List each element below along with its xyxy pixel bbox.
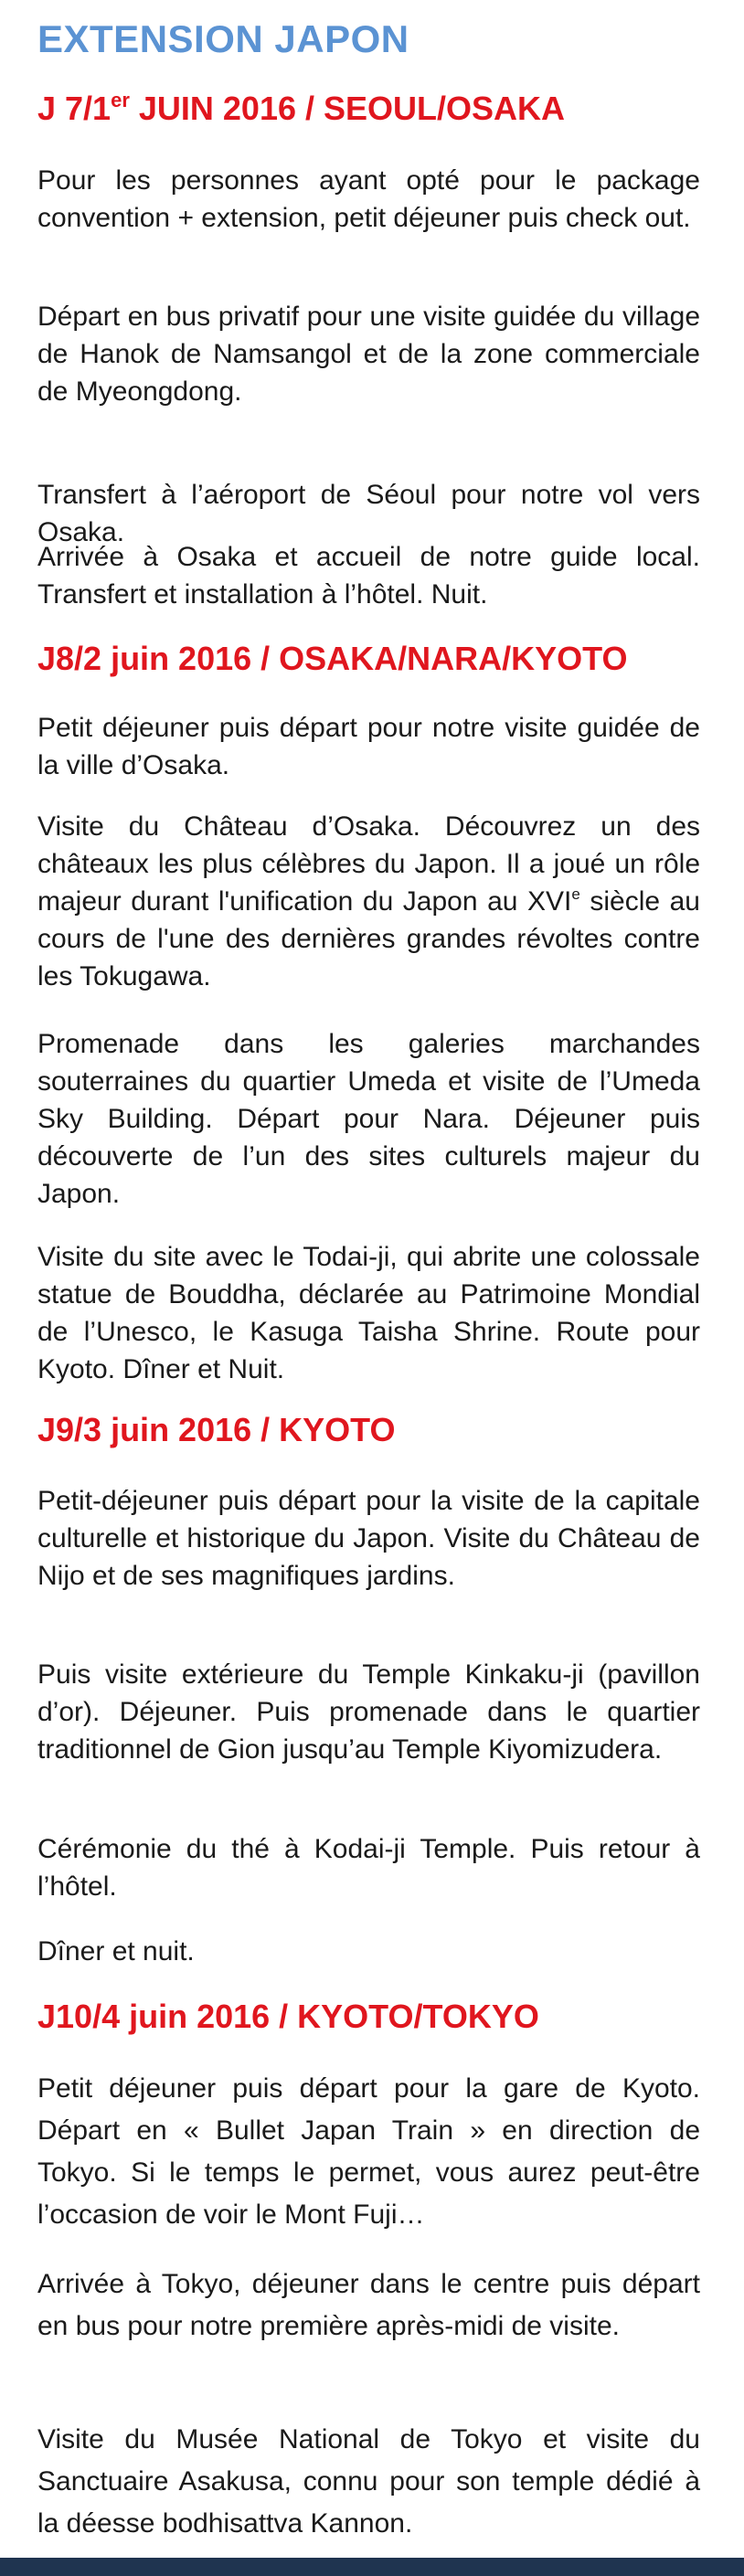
- paragraph-j7-1: Pour les personnes ayant opté pour le package convention + extension, petit déjeuner puis check out.: [37, 165, 700, 233]
- paragraph-j8-2-after: siècle au cours de l'une des dernières grandes révoltes contre les Tokugawa.: [37, 886, 700, 991]
- paragraph-j7-3: Transfert à l’aéroport de Séoul pour notre vol vers Osaka.: [37, 480, 700, 547]
- footer-bar: [0, 2558, 744, 2576]
- day-heading-j7-prefix: J 7/1: [37, 90, 112, 127]
- paragraph-j8-3: Promenade dans les galeries marchandes souterraines du quartier Umeda et visite de l’Umeda Sky Building. Départ pour Nara. Déjeuner puis découverte de l’un des sites culturels majeur du Japon.: [37, 1029, 700, 1209]
- paragraph-j8-1: Petit déjeuner puis départ pour notre visite guidée de la ville d’Osaka.: [37, 713, 700, 780]
- paragraph-j8-2: [37, 808, 700, 995]
- day-heading-j10: J10/4 juin 2016 / KYOTO/TOKYO: [37, 1998, 539, 2035]
- paragraph-j9-2: Puis visite extérieure du Temple Kinkaku-ji (pavillon d’or). Déjeuner. Puis promenade dans le quartier traditionnel de Gion jusqu’au Temple Kiyomizudera.: [37, 1659, 700, 1765]
- day-heading-j9: J9/3 juin 2016 / KYOTO: [37, 1411, 396, 1448]
- paragraph-j7-4: Arrivée à Osaka et accueil de notre guide local. Transfert et installation à l’hôtel. Nuit.: [37, 542, 700, 610]
- paragraph-j9-4: Dîner et nuit.: [37, 1936, 195, 1966]
- paragraph-j9-1: Petit-déjeuner puis départ pour la visite de la capitale culturelle et historique du Japon. Visite du Château de Nijo et de ses magnifiques jardins.: [37, 1486, 700, 1591]
- document-title: EXTENSION JAPON: [37, 17, 409, 60]
- paragraph-j8-2-sup: e: [571, 885, 580, 903]
- paragraph-j7-2: Départ en bus privatif pour une visite guidée du village de Hanok de Namsangol et de la zone commerciale de Myeongdong.: [37, 302, 700, 407]
- paragraph-j8-2-before: Visite du Château d’Osaka. Découvrez un des châteaux les plus célèbres du Japon. Il a joué un rôle majeur durant l'unification du Japon au XVI: [37, 811, 700, 917]
- paragraph-j8-4: Visite du site avec le Todai-ji, qui abrite une colossale statue de Bouddha, déclarée au Patrimoine Mondial de l’Unesco, le Kasuga Taisha Shrine. Route pour Kyoto. Dîner et Nuit.: [37, 1242, 700, 1384]
- day-heading-j7: [37, 90, 565, 127]
- paragraph-j10-1: Petit déjeuner puis départ pour la gare de Kyoto. Départ en « Bullet Japan Train » en direction de Tokyo. Si le temps le permet, vous aurez peut-être l’occasion de voir le Mont Fuji…: [37, 2073, 700, 2230]
- day-heading-j8: J8/2 juin 2016 / OSAKA/NARA/KYOTO: [37, 640, 628, 677]
- paragraph-j10-3: Visite du Musée National de Tokyo et visite du Sanctuaire Asakusa, connu pour son temple dédié à la déesse bodhisattva Kannon.: [37, 2424, 700, 2539]
- day-heading-j7-suffix: JUIN 2016 / SEOUL/OSAKA: [129, 90, 566, 127]
- paragraph-j9-3: Cérémonie du thé à Kodai-ji Temple. Puis retour à l’hôtel.: [37, 1834, 700, 1902]
- paragraph-j10-2: Arrivée à Tokyo, déjeuner dans le centre puis départ en bus pour notre première après-midi de visite.: [37, 2269, 700, 2341]
- day-heading-j7-sup: er: [111, 89, 130, 111]
